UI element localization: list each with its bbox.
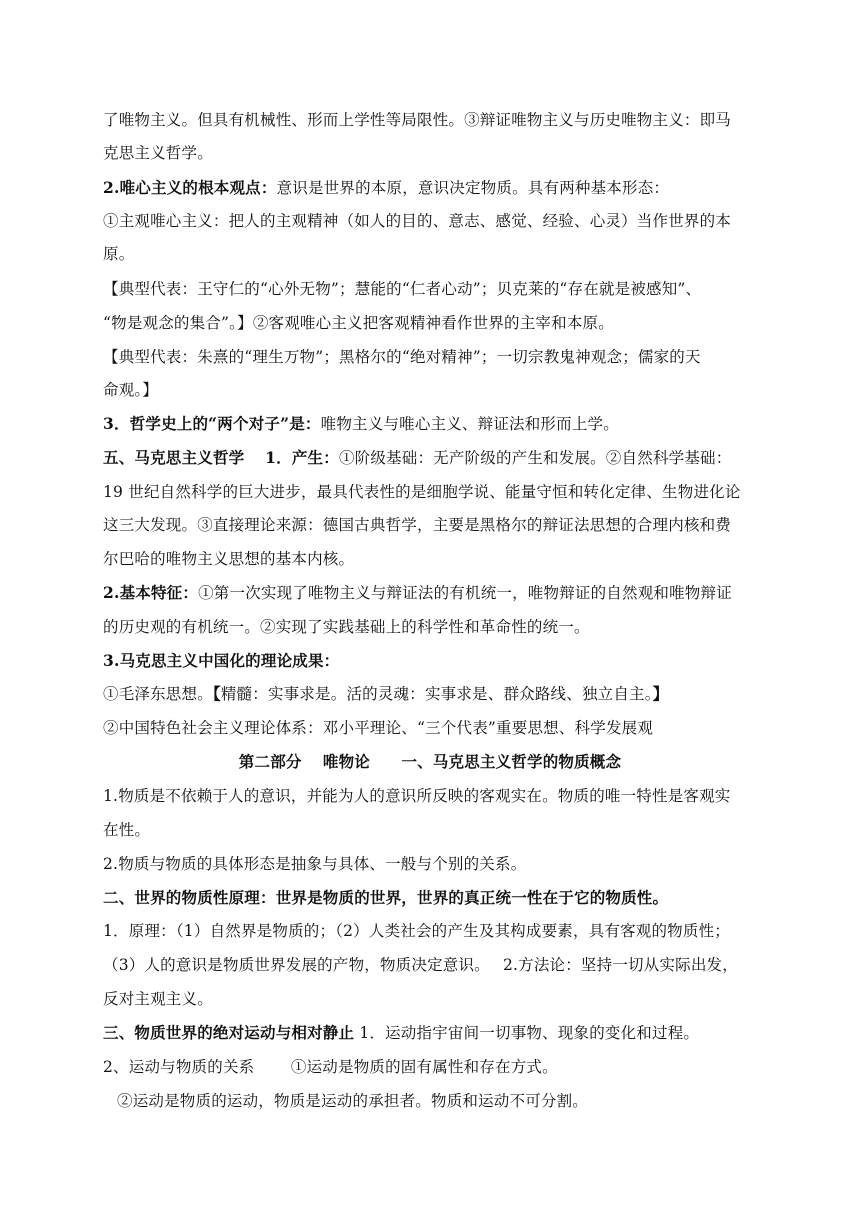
text-span: 【典型代表：王守仁的“心外无物”；慧能的“仁者心动”；贝克莱的“存在就是被感知”、 [103, 280, 702, 298]
text-span: ①阶级基础：无产阶级的产生和发展。②自然科学基础： [338, 449, 732, 467]
text-line [103, 549, 763, 569]
text-span: ②中国特色社会主义理论体系：邓小平理论、“三个代表”重要思想、科学发展观 [103, 719, 654, 737]
text-span: 命观。】 [103, 381, 159, 399]
text-line [103, 380, 763, 400]
text-line [103, 482, 763, 502]
text-span: 19 世纪自然科学的巨大进步，最具代表性的是细胞学说、能量守恒和转化定律、生物进化论 [103, 483, 741, 501]
text-span: 原。 [103, 245, 135, 263]
text-span: 1．运动指宇宙间一切事物、现象的变化和过程。 [354, 1024, 700, 1042]
section-heading-line [103, 448, 763, 468]
text-span: 1.物质是不依赖于人的意识，并能为人的意识所反映的客观实在。物质的唯一特性是客观实 [103, 787, 731, 805]
text-line [103, 684, 763, 704]
text-line [103, 279, 763, 299]
text-span: 反对主观主义。 [103, 990, 213, 1008]
text-line [103, 921, 763, 941]
text-span: 在性。 [103, 821, 151, 839]
subheading-line [103, 651, 763, 671]
text-span: “物是观念的集合”。】 [103, 314, 253, 332]
subheading-line [103, 414, 763, 434]
text-span: 精髓：实事求是。活的灵魂：实事求是、群众路线、独立自主。 [220, 685, 653, 703]
text-line [117, 1091, 777, 1111]
text-span: ①第一次实现了唯物主义与辩证法的有机统一，唯物辩证的自然观和唯物辩证 [198, 584, 732, 602]
subheading-text: 2.唯心主义的根本观点： [103, 178, 277, 197]
text-span: 这三大发现。③直接理论来源：德国古典哲学，主要是黑格尔的辩证法思想的合理内核和费 [103, 516, 732, 534]
section-heading: 二、世界的物质性原理：世界是物质的世界，世界的真正统一性在于它的物质性。 [103, 888, 669, 907]
text-line [103, 515, 763, 535]
text-span: 2.物质与物质的具体形态是抽象与具体、一般与个别的关系。 [103, 855, 527, 873]
section-heading-line [103, 888, 763, 908]
subheading-line [103, 178, 763, 198]
text-span: 的历史观的有机统一。②实现了实践基础上的科学性和革命性的统一。 [103, 618, 590, 636]
text-line [103, 1057, 763, 1077]
text-span: 意识是世界的本原，意识决定物质。具有两种基本形态： [276, 179, 670, 197]
subheading-text: 2.基本特征： [103, 583, 199, 602]
subheading-text: 1．产生： [265, 448, 339, 467]
text-line [103, 211, 763, 231]
text-span: ②运动是物质的运动，物质是运动的承担者。物质和运动不可分割。 [117, 1092, 589, 1110]
text-line [103, 854, 763, 874]
text-span: 【典型代表：朱熹的“理生万物”；黑格尔的“绝对精神”；一切宗教鬼神观念；儒家的天 [103, 348, 701, 366]
subheading-text: 3.马克思主义中国化的理论成果： [103, 651, 340, 670]
section-heading: 三、物质世界的绝对运动与相对静止 [103, 1023, 355, 1042]
text-span: 1．原理：（1）自然界是物质的；（2）人类社会的产生及其构成要素，具有客观的物质性； [103, 922, 730, 940]
text-span: 2、运动与物质的关系 ①运动是物质的固有属性和存在方式。 [103, 1058, 558, 1076]
text-span: ②客观唯心主义把客观精神看作世界的主宰和本原。 [252, 314, 614, 332]
subheading-line [103, 583, 763, 603]
section-heading: 五、马克思主义哲学 [103, 448, 245, 467]
text-line [103, 617, 763, 637]
text-line [103, 313, 763, 333]
text-span: 尔巴哈的唯物主义思想的基本内核。 [103, 550, 355, 568]
spacer [244, 449, 265, 467]
text-line [103, 347, 763, 367]
text-span: 克思主义哲学。 [103, 144, 213, 162]
subheading-text: 3．哲学史上的“两个对子”是： [103, 414, 321, 433]
section-heading-line [103, 1023, 763, 1043]
text-span: 唯物主义与唯心主义、辩证法和形而上学。 [320, 415, 619, 433]
part-heading-line [0, 752, 860, 772]
text-line [103, 244, 763, 264]
text-span: （3）人的意识是物质世界发展的产物，物质决定意识。 2.方法论：坚持一切从实际出发， [103, 956, 738, 974]
text-line [103, 786, 763, 806]
bracket-close: 】 [652, 684, 669, 703]
text-span: ①主观唯心主义：把人的主观精神（如人的目的、意志、感觉、经验、心灵）当作世界的本 [103, 212, 732, 230]
text-line [103, 820, 763, 840]
bracket-open: 【 [212, 684, 221, 703]
text-span: ①毛泽东思想。 [103, 685, 213, 703]
text-line [103, 989, 763, 1009]
text-span: 了唯物主义。但具有机械性、形而上学性等局限性。③辩证唯物主义与历史唯物主义：即马 [103, 111, 732, 129]
text-line [103, 110, 763, 130]
part-heading: 第二部分 唯物论 一、马克思主义哲学的物质概念 [238, 752, 622, 771]
text-line [103, 718, 763, 738]
text-line [103, 955, 763, 975]
text-line [103, 143, 763, 163]
